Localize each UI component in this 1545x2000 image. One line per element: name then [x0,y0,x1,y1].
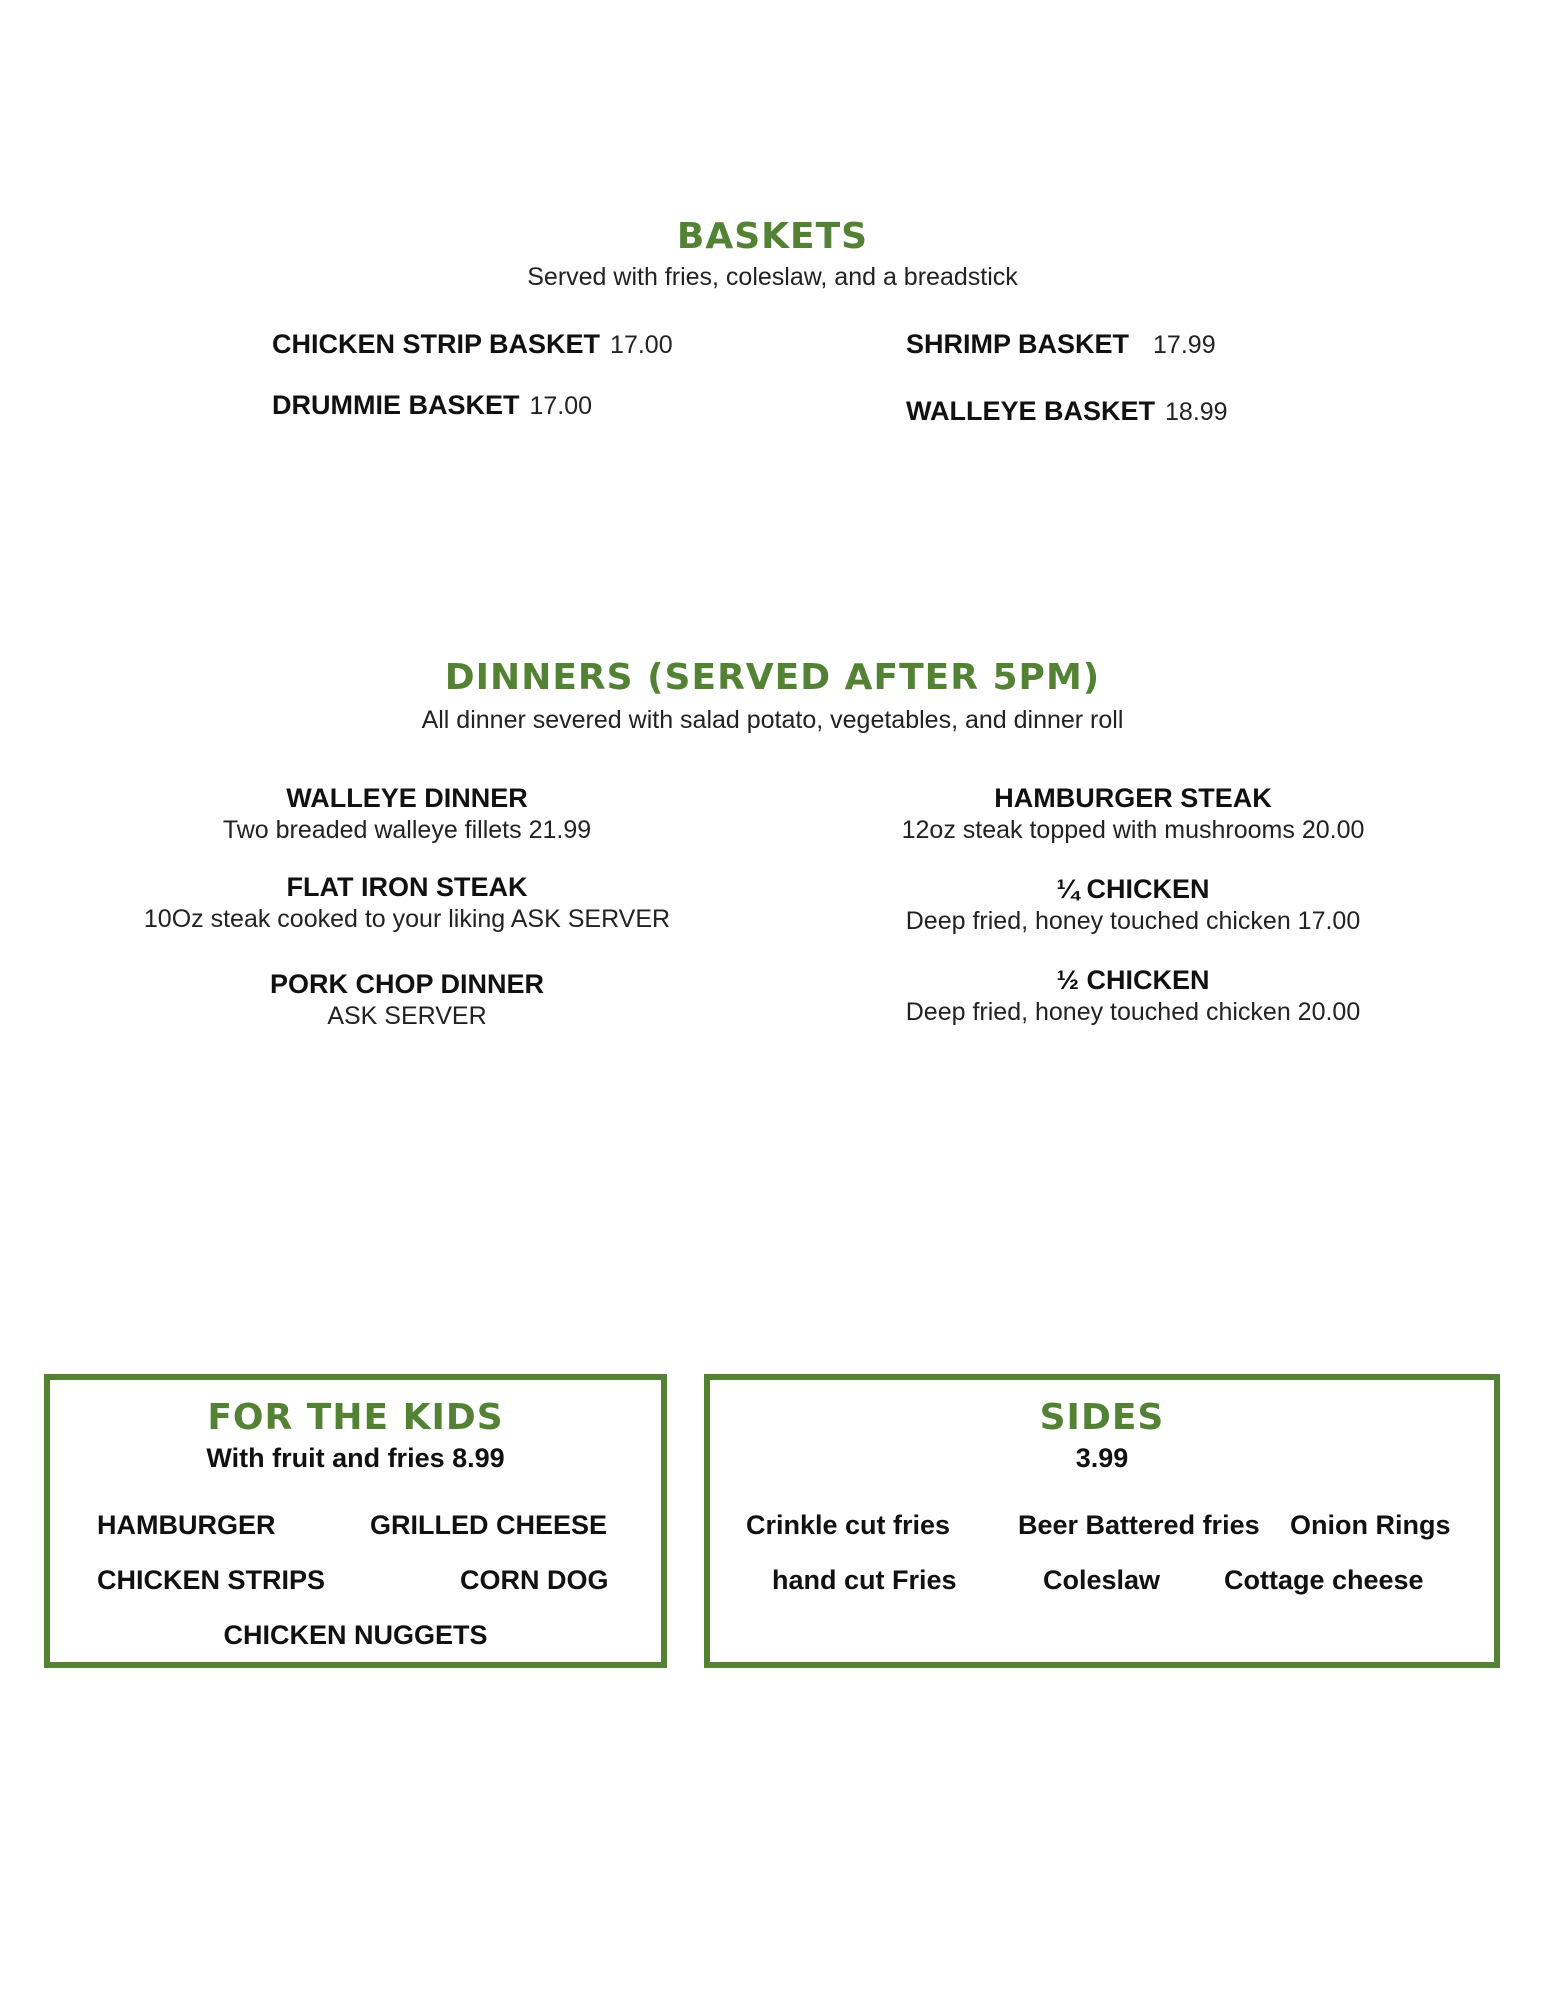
dinner-item-name: FLAT IRON STEAK [286,872,528,902]
basket-item-price: 17.99 [1153,331,1216,359]
kids-item: CHICKEN NUGGETS [223,1620,488,1650]
basket-item-name: WALLEYE BASKET [906,396,1156,426]
dinner-item [107,783,707,845]
sides-item: hand cut Fries [772,1565,957,1595]
basket-item-name: SHRIMP BASKET [906,329,1130,359]
dinner-item-name: PORK CHOP DINNER [269,969,545,999]
kids-item: CORN DOG [460,1565,609,1595]
dinner-item-desc: 10Oz steak cooked to your liking ASK SERVER [143,905,671,933]
dinner-item-name: ¼ CHICKEN [1056,874,1210,904]
dinner-item-name: HAMBURGER STEAK [994,783,1272,813]
dinner-item [107,872,707,934]
kids-item: HAMBURGER [97,1510,276,1540]
basket-item [906,329,1216,360]
dinner-item-desc: Deep fried, honey touched chicken 20.00 [905,998,1361,1026]
dinners-subtitle: All dinner severed with salad potato, vegetables, and dinner roll [421,706,1124,734]
sides-title: SIDES [1039,1397,1165,1438]
dinner-item-desc: Deep fried, honey touched chicken 17.00 [905,907,1361,935]
kids-subtitle: With fruit and fries 8.99 [206,1443,505,1473]
dinner-item [833,965,1433,1027]
dinner-item-desc: 12oz steak topped with mushrooms 20.00 [901,816,1365,844]
basket-item-price: 18.99 [1165,398,1228,426]
sides-item: Crinkle cut fries [746,1510,951,1540]
dinner-item-name: WALLEYE DINNER [286,783,528,813]
baskets-title: BASKETS [676,216,869,257]
basket-item [272,329,673,360]
dinner-item-name: ½ CHICKEN [1056,965,1210,995]
basket-item-price: 17.00 [610,331,673,359]
kids-item: CHICKEN STRIPS [97,1565,326,1595]
basket-item [906,396,1228,427]
baskets-subtitle: Served with fries, coleslaw, and a breadstick [527,263,1018,291]
dinner-item-desc: Two breaded walleye fillets 21.99 [222,816,592,844]
basket-item-name: CHICKEN STRIP BASKET [272,329,601,359]
sides-price: 3.99 [1075,1443,1129,1473]
basket-item [272,390,592,421]
dinners-title: DINNERS (SERVED AFTER 5PM) [444,657,1101,698]
kids-title: FOR THE KIDS [207,1397,504,1438]
kids-item: GRILLED CHEESE [370,1510,608,1540]
dinner-item [833,874,1433,936]
basket-item-price: 17.00 [529,392,593,420]
dinner-item [833,783,1433,845]
sides-item: Onion Rings [1290,1510,1451,1540]
sides-item: Coleslaw [1043,1565,1161,1595]
dinner-item [107,969,707,1031]
dinner-item-desc: ASK SERVER [327,1002,487,1030]
basket-item-name: DRUMMIE BASKET [272,390,520,420]
sides-item: Cottage cheese [1224,1565,1424,1595]
sides-item: Beer Battered fries [1018,1510,1260,1540]
